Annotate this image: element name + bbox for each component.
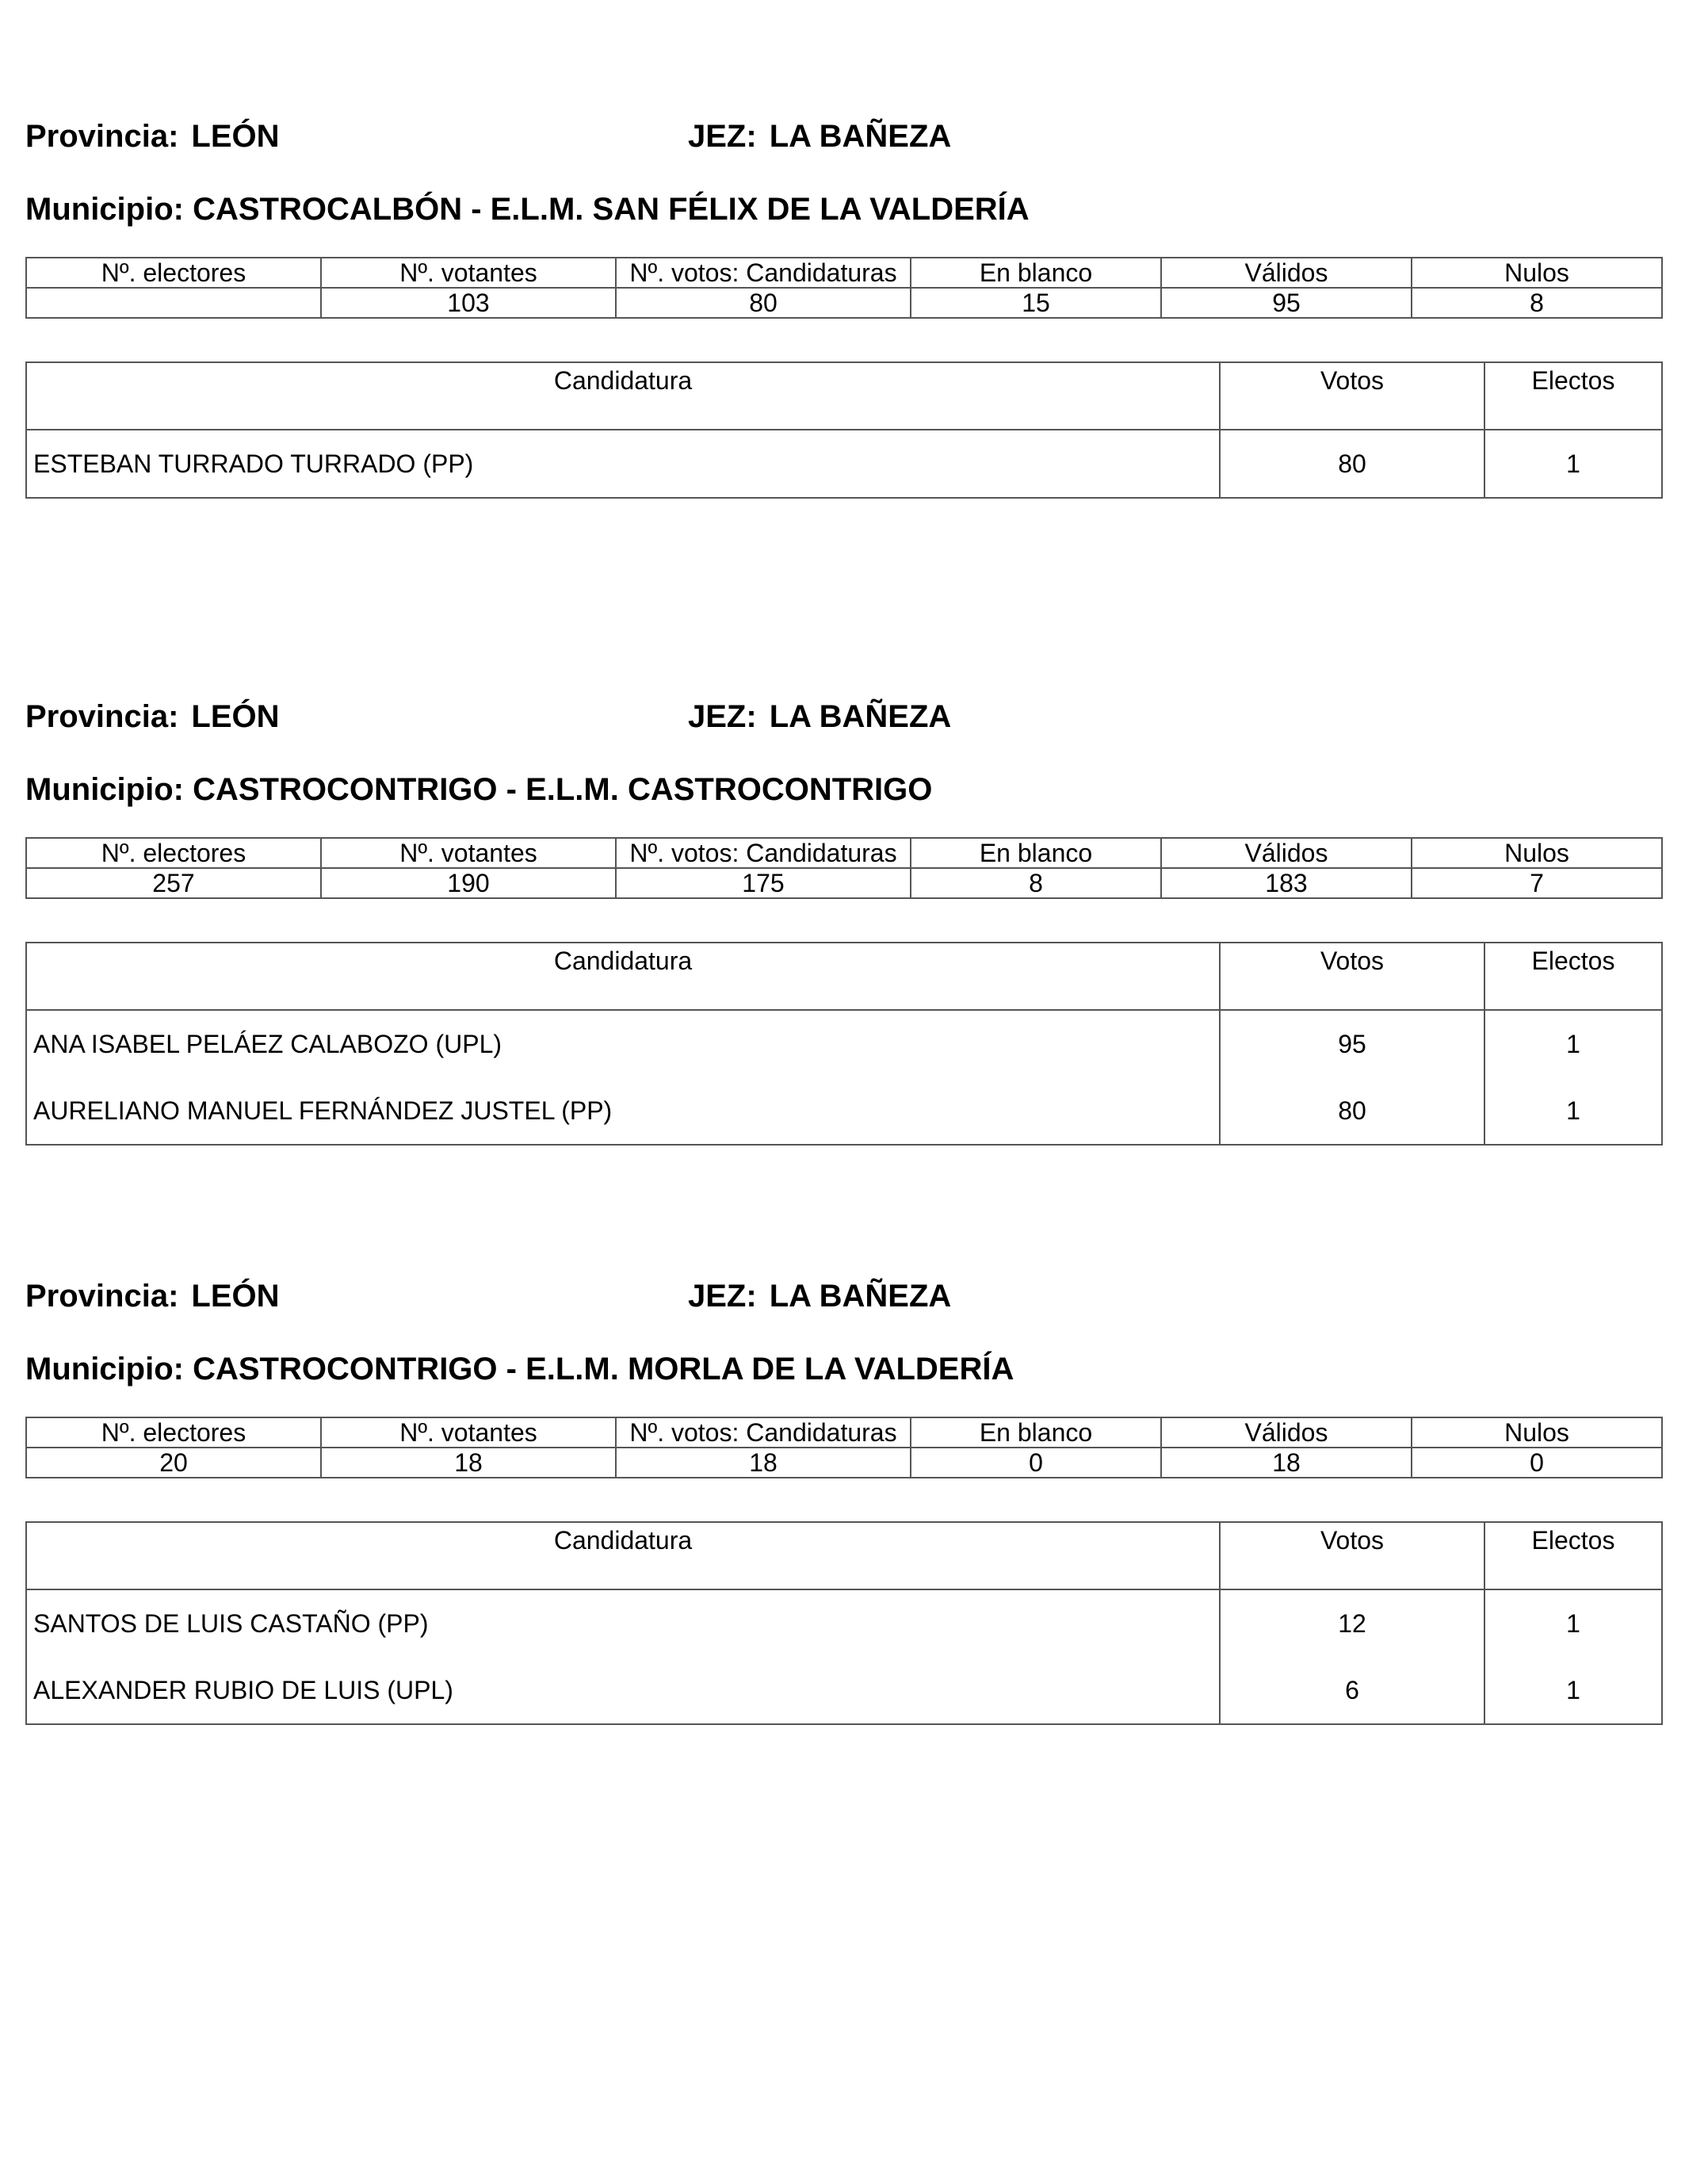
municipio-label: Municipio:	[25, 1352, 184, 1387]
municipio-heading	[25, 771, 932, 809]
stats-value-votantes: 103	[321, 288, 616, 318]
stats-header-nulos: Nulos	[1412, 838, 1662, 868]
municipio-value: CASTROCONTRIGO - E.L.M. CASTROCONTRIGO	[193, 772, 933, 807]
candidatura-header: Candidatura	[26, 362, 1220, 430]
provincia-label: Provincia:	[25, 699, 179, 734]
stats-value-electores	[26, 288, 321, 318]
stats-value-validos: 95	[1161, 288, 1412, 318]
candidatura-header: Candidatura	[26, 1522, 1220, 1589]
stats-header-votos-candidaturas: Nº. votos: Candidaturas	[616, 1417, 911, 1448]
stats-header-en-blanco: En blanco	[911, 258, 1161, 288]
stats-header-votantes: Nº. votantes	[321, 1417, 616, 1448]
stats-value-en-blanco: 0	[911, 1448, 1161, 1478]
candidate-electos: 1	[1484, 1010, 1662, 1077]
candidatura-header: Candidatura	[26, 943, 1220, 1010]
stats-value-votantes: 18	[321, 1448, 616, 1478]
municipio-value: CASTROCONTRIGO - E.L.M. MORLA DE LA VALDERÍA	[193, 1352, 1014, 1387]
stats-table	[25, 837, 1663, 899]
stats-header-validos: Válidos	[1161, 838, 1412, 868]
stats-value-row	[26, 288, 1662, 318]
candidate-votos: 95	[1220, 1010, 1484, 1077]
stats-header-row	[26, 838, 1662, 868]
candidate-name: SANTOS DE LUIS CASTAÑO (PP)	[26, 1589, 1220, 1657]
stats-value-nulos: 8	[1412, 288, 1662, 318]
stats-header-validos: Válidos	[1161, 1417, 1412, 1448]
stats-value-votos-candidaturas: 80	[616, 288, 911, 318]
stats-table	[25, 257, 1663, 319]
jez-value: LA BAÑEZA	[769, 119, 952, 154]
candidate-votos: 80	[1220, 430, 1484, 498]
municipio-label: Municipio:	[25, 192, 184, 227]
stats-value-electores: 20	[26, 1448, 321, 1478]
candidates-header-row	[26, 943, 1662, 1010]
stats-value-electores: 257	[26, 868, 321, 898]
stats-header-nulos: Nulos	[1412, 1417, 1662, 1448]
jez-label: JEZ:	[688, 1279, 757, 1314]
provincia-label: Provincia:	[25, 119, 179, 154]
electos-header: Electos	[1484, 362, 1662, 430]
municipio-heading	[25, 1350, 1014, 1388]
stats-value-en-blanco: 8	[911, 868, 1161, 898]
jez-label: JEZ:	[688, 119, 757, 154]
stats-value-nulos: 0	[1412, 1448, 1662, 1478]
candidate-row	[26, 1010, 1662, 1077]
stats-header-votantes: Nº. votantes	[321, 258, 616, 288]
jez-heading	[688, 117, 951, 155]
stats-value-row	[26, 868, 1662, 898]
votos-header: Votos	[1220, 943, 1484, 1010]
jez-label: JEZ:	[688, 699, 757, 734]
provincia-value: LEÓN	[191, 1279, 280, 1314]
stats-header-nulos: Nulos	[1412, 258, 1662, 288]
stats-header-en-blanco: En blanco	[911, 838, 1161, 868]
stats-header-row	[26, 1417, 1662, 1448]
stats-header-en-blanco: En blanco	[911, 1417, 1161, 1448]
municipio-value: CASTROCALBÓN - E.L.M. SAN FÉLIX DE LA VALDERÍA	[193, 192, 1030, 227]
provincia-heading	[25, 117, 280, 155]
stats-value-votos-candidaturas: 175	[616, 868, 911, 898]
candidate-name: AURELIANO MANUEL FERNÁNDEZ JUSTEL (PP)	[26, 1077, 1220, 1145]
candidate-electos: 1	[1484, 430, 1662, 498]
candidate-votos: 12	[1220, 1589, 1484, 1657]
stats-header-electores: Nº. electores	[26, 1417, 321, 1448]
provincia-value: LEÓN	[191, 119, 280, 154]
candidate-name: ALEXANDER RUBIO DE LUIS (UPL)	[26, 1657, 1220, 1724]
provincia-heading	[25, 1277, 280, 1315]
candidate-row	[26, 1657, 1662, 1724]
candidate-electos: 1	[1484, 1589, 1662, 1657]
candidates-header-row	[26, 1522, 1662, 1589]
candidates-table	[25, 361, 1663, 499]
stats-value-en-blanco: 15	[911, 288, 1161, 318]
provincia-label: Provincia:	[25, 1279, 179, 1314]
candidate-votos: 80	[1220, 1077, 1484, 1145]
stats-header-votos-candidaturas: Nº. votos: Candidaturas	[616, 838, 911, 868]
candidates-table	[25, 1521, 1663, 1725]
candidates-header-row	[26, 362, 1662, 430]
candidate-row	[26, 1589, 1662, 1657]
candidate-row	[26, 430, 1662, 498]
electos-header: Electos	[1484, 943, 1662, 1010]
stats-header-validos: Válidos	[1161, 258, 1412, 288]
votos-header: Votos	[1220, 362, 1484, 430]
stats-header-electores: Nº. electores	[26, 258, 321, 288]
stats-header-row	[26, 258, 1662, 288]
stats-value-validos: 183	[1161, 868, 1412, 898]
candidate-electos: 1	[1484, 1657, 1662, 1724]
municipio-heading	[25, 190, 1030, 228]
stats-header-votantes: Nº. votantes	[321, 838, 616, 868]
candidate-electos: 1	[1484, 1077, 1662, 1145]
votos-header: Votos	[1220, 1522, 1484, 1589]
jez-heading	[688, 698, 951, 736]
provincia-value: LEÓN	[191, 699, 280, 734]
municipio-label: Municipio:	[25, 772, 184, 807]
stats-value-votos-candidaturas: 18	[616, 1448, 911, 1478]
municipality-section	[25, 691, 1661, 1151]
candidate-row	[26, 1077, 1662, 1145]
stats-header-votos-candidaturas: Nº. votos: Candidaturas	[616, 258, 911, 288]
stats-value-nulos: 7	[1412, 868, 1662, 898]
stats-header-electores: Nº. electores	[26, 838, 321, 868]
candidate-name: ESTEBAN TURRADO TURRADO (PP)	[26, 430, 1220, 498]
jez-heading	[688, 1277, 951, 1315]
stats-value-votantes: 190	[321, 868, 616, 898]
stats-value-validos: 18	[1161, 1448, 1412, 1478]
candidate-votos: 6	[1220, 1657, 1484, 1724]
municipality-section	[25, 1271, 1661, 1731]
jez-value: LA BAÑEZA	[769, 1279, 952, 1314]
stats-table	[25, 1417, 1663, 1478]
stats-value-row	[26, 1448, 1662, 1478]
candidate-name: ANA ISABEL PELÁEZ CALABOZO (UPL)	[26, 1010, 1220, 1077]
provincia-heading	[25, 698, 280, 736]
jez-value: LA BAÑEZA	[769, 699, 952, 734]
municipality-section	[25, 111, 1661, 499]
electos-header: Electos	[1484, 1522, 1662, 1589]
candidates-table	[25, 942, 1663, 1146]
